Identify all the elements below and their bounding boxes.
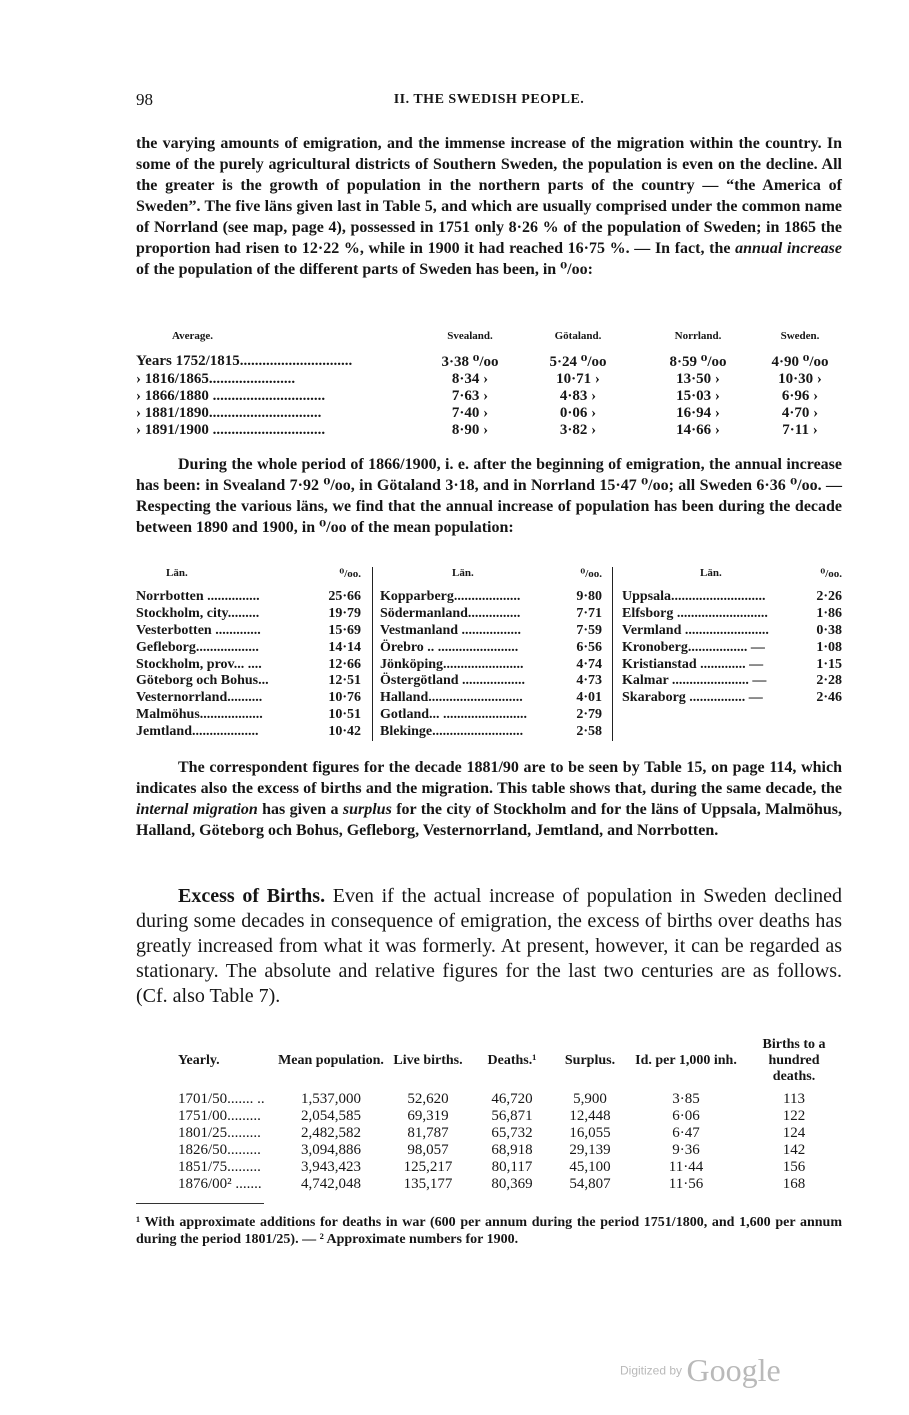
lan-name: Göteborg och Bohus... [136,673,269,689]
chapter-title: II. THE SWEDISH PEOPLE. [393,92,585,107]
table-cell: 9·36 [672,1142,700,1158]
lan-name: Elfsborg .......................... [622,606,768,622]
table-cell: 52,620 [407,1091,449,1107]
rate-cell: 6·96 › [781,388,819,404]
lan-value: 25·66 [328,589,361,605]
table-cell: 156 [782,1159,806,1175]
table-row [622,656,842,673]
table-row [136,589,361,606]
table-row [380,673,602,690]
table-row [178,1125,842,1142]
column-header: ⁰/oo. [820,568,842,580]
table-row [178,1176,842,1193]
table-row [380,606,602,623]
table-cell: 11·44 [668,1159,704,1175]
table-row [380,707,602,724]
column-header: Svealand. [447,330,493,342]
lan-name: Gotland... ........................ [380,706,528,722]
column-header: Län. [700,567,722,579]
column-header: Norrland. [674,330,722,342]
table-cell: 1,537,000 [301,1091,361,1107]
table-cell: 125,217 [403,1159,453,1175]
table-cell: 29,139 [569,1142,611,1158]
column-divider [372,567,373,741]
table-cell: 12,448 [569,1108,611,1124]
table-cell: 65,732 [491,1125,533,1141]
lan-column-3 [622,567,842,707]
rate-cell: 8·59 ⁰/oo [669,354,727,370]
table-cell: 80,117 [491,1159,533,1175]
page-number: 98 [136,90,153,109]
table-cell: 3·85 [672,1091,700,1107]
column-header: Yearly. [178,1053,220,1068]
digitized-watermark [620,1352,781,1392]
paragraph-migration [136,133,842,280]
table-cell: 122 [782,1108,806,1124]
table-cell: 113 [783,1091,805,1107]
lan-value: 1·15 [816,656,842,672]
italic-phrase: surplus [342,801,392,818]
table-row [622,690,842,707]
lan-value: 10·76 [328,690,361,706]
table-row [136,422,842,439]
table-row [136,623,361,640]
table-row [136,606,361,623]
rate-cell: 5·24 ⁰/oo [549,354,607,370]
column-header: Län. [452,567,474,579]
rate-cell: 10·30 › [778,371,822,387]
lan-value: 12·66 [328,656,361,672]
table-cell: 80,369 [491,1176,533,1192]
column-header: Live births. [393,1053,463,1068]
rate-cell: 13·50 › [676,371,720,387]
footnote: ¹ With approximate additions for deaths in war (600 per annum during the period 1751/1800, and 1,600 per annum during the period 1801/25). — ² Approximate numbers for 1900. [136,1215,842,1247]
table-cell: 2,482,582 [301,1125,361,1141]
paragraph-text: for the city of Stockholm and for the läns of Uppsala, Malmöhus, Halland, Göteborg och Bohus, Gefleborg, Vesternorrland, Jemtland, and Norrbotten. [136,801,843,839]
column-header: Götaland. [554,330,602,342]
lan-name: Blekinge.......................... [380,723,524,739]
table-cell: 1876/00² ....... [178,1176,262,1192]
table-row [136,690,361,707]
table-row [622,639,842,656]
lan-name: Halland........................... [380,690,523,706]
paragraph-period [136,454,842,538]
table-row [178,1142,842,1159]
rate-cell: 4·90 ⁰/oo [771,354,829,370]
paragraph-text: the varying amounts of emigration, and the immense increase of the migration within the country. In some of the purely agricultural districts of Southern Sweden, the population is even on the decline. All the greater is the growth of population in the northern parts of the country — “the America of Sweden”. The five läns given last in Table 5, and which are usually comprised under the common name of Norrland (see map, page 4), possessed in 1751 only 8·26 % of the population of Sweden; in 1865 the proportion had risen to 12·22 %, while in 1900 it had reached 16·75 %. — In fact, the [136,135,842,257]
column-header: Sweden. [780,330,820,342]
lan-value: 2·26 [816,589,842,605]
table-cell: 168 [782,1176,806,1192]
table-cell: 1751/00......... [178,1108,261,1124]
period-label: › 1891/1900 .............................. [136,422,326,438]
column-header: Average. [172,330,214,342]
excess-births-table [178,1037,842,1193]
lan-name: Uppsala........................... [622,589,766,605]
rate-cell: 10·71 › [556,371,600,387]
table-row [136,673,361,690]
table-row [136,656,361,673]
table-cell: 81,787 [407,1125,449,1141]
period-label: Years 1752/1815.............................. [136,353,353,369]
table-cell: 56,871 [491,1108,533,1124]
lan-value: 1·86 [816,606,842,622]
column-header: Deaths.¹ [487,1053,537,1068]
running-head [136,90,842,114]
lan-name: Örebro .. ....................... [380,639,519,655]
table-cell: 45,100 [569,1159,611,1175]
rate-cell: 15·03 › [676,388,720,404]
table-row [136,723,361,740]
paragraph-excess-births [136,884,842,1009]
lan-value: 4·01 [576,690,602,706]
paragraph-internal-migration [136,757,842,841]
rate-cell: 3·38 ⁰/oo [441,354,499,370]
lan-value: 2·46 [816,690,842,706]
table-row [380,639,602,656]
table-row [380,623,602,640]
column-header: Län. [166,567,188,579]
column-header: Births to a hundred deaths. [762,1037,826,1084]
lan-value: 2·79 [576,706,602,722]
lan-column-2 [380,567,602,740]
table-cell: 3,094,886 [301,1142,361,1158]
table-cell: 4,742,048 [301,1176,361,1192]
table-row [622,673,842,690]
column-header: Id. per 1,000 inh. [635,1053,737,1068]
column-header: ⁰/oo. [339,568,361,580]
table-cell: 142 [782,1142,806,1158]
table-row [380,589,602,606]
italic-phrase: annual increase [735,240,843,257]
lan-value: 2·28 [816,673,842,689]
lan-name: Stockholm, city......... [136,606,260,622]
lan-name: Östergötland .................. [380,673,526,689]
lan-name: Norrbotten ............... [136,589,260,605]
lan-name: Kronoberg................. — [622,639,765,655]
rate-cell: 8·34 › [451,371,489,387]
lan-value: 12·51 [328,673,361,689]
table-cell: 98,057 [407,1142,449,1158]
bold-word: läns, [296,498,328,515]
period-label: › 1881/1890.............................. [136,405,322,421]
table-cell: 6·47 [672,1125,700,1141]
lan-value: 1·08 [816,639,842,655]
table-row [136,639,361,656]
rate-cell: 4·83 › [559,388,597,404]
lan-name: Kalmar ...................... — [622,673,767,689]
lan-name: Skaraborg ................ — [622,690,763,706]
table-row [380,656,602,673]
average-increase-table [136,330,842,439]
lan-name: Södermanland............... [380,606,521,622]
paragraph-text: Even if the actual increase of population in Sweden declined during some decades in consequence of emigration, the excess of births over deaths has greatly increased from what it was formerly. At present, however, it can be regarded as stationary. The absolute and relative figures for the last two centuries are as follows. (Cf. also Table 7). [136,885,842,1007]
lan-name: Vestmanland ................. [380,622,522,638]
lan-name: Jönköping....................... [380,656,524,672]
footnote-rule [136,1203,264,1204]
lan-name: Gefleborg.................. [136,639,259,655]
table-row [178,1091,842,1108]
table-row [136,388,842,405]
table-cell: 68,918 [491,1142,533,1158]
table-row [380,690,602,707]
lan-value: 7·71 [576,606,602,622]
rate-cell: 7·11 › [782,422,818,438]
lan-name: Stockholm, prov... .... [136,656,262,672]
table-cell: 16,055 [569,1125,611,1141]
table-cell: 3,943,423 [301,1159,361,1175]
column-header: Surplus. [564,1053,616,1068]
lan-value: 15·69 [328,622,361,638]
lan-value: 6·56 [576,639,602,655]
table-cell: 1801/25......... [178,1125,261,1141]
rate-cell: 7·63 › [451,388,489,404]
lan-value: 0·38 [816,622,842,638]
table-row [622,606,842,623]
lan-name: Jemtland................... [136,723,259,739]
lan-value: 10·42 [328,723,361,739]
lan-name: Kopparberg................... [380,589,521,605]
rate-cell: 0·06 › [559,405,597,421]
table-row [622,589,842,606]
lan-value: 4·73 [576,673,602,689]
lan-name: Vermland ........................ [622,622,769,638]
lan-name: Malmöhus.................. [136,706,263,722]
italic-phrase: internal migration [136,801,258,818]
rate-cell: 8·90 › [451,422,489,438]
lan-increase-table [136,567,842,741]
watermark-prefix: Digitized by [620,1363,683,1378]
table-row [178,1159,842,1176]
column-header: Mean population. [278,1053,384,1068]
table-row [380,723,602,740]
lan-value: 2·58 [576,723,602,739]
table-row [178,1108,842,1125]
period-label: › 1816/1865....................... [136,371,296,387]
rate-cell: 3·82 › [559,422,597,438]
paragraph-text: The correspondent figures for the decade 1881/90 are to be seen by Table 15, on page 114, which indicates also the excess of births and the migration. This table shows that, during the same decade, the [136,759,842,797]
lan-name: Vesternorrland.......... [136,690,263,706]
table-row [136,371,842,388]
section-heading: Excess of Births. [178,885,326,907]
google-logo: Google [686,1352,781,1388]
table-cell: 2,054,585 [301,1108,361,1124]
lan-name: Vesterbotten ............. [136,622,261,638]
table-cell: 54,807 [569,1176,611,1192]
lan-name: Kristianstad ............. — [622,656,764,672]
paragraph-text: we find that the annual increase of population has been during the decade between 1890 and 1900, in ⁰/oo of the mean population: [136,498,843,536]
lan-column-1 [136,567,361,740]
lan-value: 9·80 [576,589,602,605]
rate-cell: 7·40 › [451,405,489,421]
paragraph-text: During the whole period of 1866/1900, i. e. after the beginning of emigration, the annual increase has been: in Svealand 7·92 ⁰/oo, in Götaland 3·18, and in Norrland 15·47 ⁰/oo; all Sweden 6·36 ⁰/oo. — Respecting the various [136,456,842,515]
lan-value: 7·59 [576,622,602,638]
table-cell: 1701/50....... .. [178,1091,265,1107]
lan-value: 14·14 [328,639,361,655]
rate-cell: 14·66 › [676,422,720,438]
table-cell: 5,900 [573,1091,607,1107]
table-cell: 6·06 [672,1108,700,1124]
paragraph-text: of the population of the different parts of Sweden has been, in ⁰/oo: [136,261,593,278]
period-label: › 1866/1880 .............................. [136,388,326,404]
table-cell: 46,720 [491,1091,533,1107]
lan-value: 4·74 [576,656,602,672]
table-row [622,623,842,640]
lan-value: 10·51 [328,706,361,722]
column-divider [612,567,613,741]
table-cell: 124 [782,1125,806,1141]
table-row [136,707,361,724]
table-cell: 11·56 [668,1176,704,1192]
table-cell: 135,177 [403,1176,453,1192]
column-header: ⁰/oo. [580,568,602,580]
paragraph-text: has given a [262,801,339,818]
table-row [136,405,842,422]
rate-cell: 16·94 › [676,405,720,421]
rate-cell: 4·70 › [781,405,819,421]
table-cell: 69,319 [407,1108,449,1124]
table-cell: 1826/50......... [178,1142,261,1158]
table-cell: 1851/75......... [178,1159,261,1175]
table-row [136,352,842,371]
lan-value: 19·79 [328,606,361,622]
